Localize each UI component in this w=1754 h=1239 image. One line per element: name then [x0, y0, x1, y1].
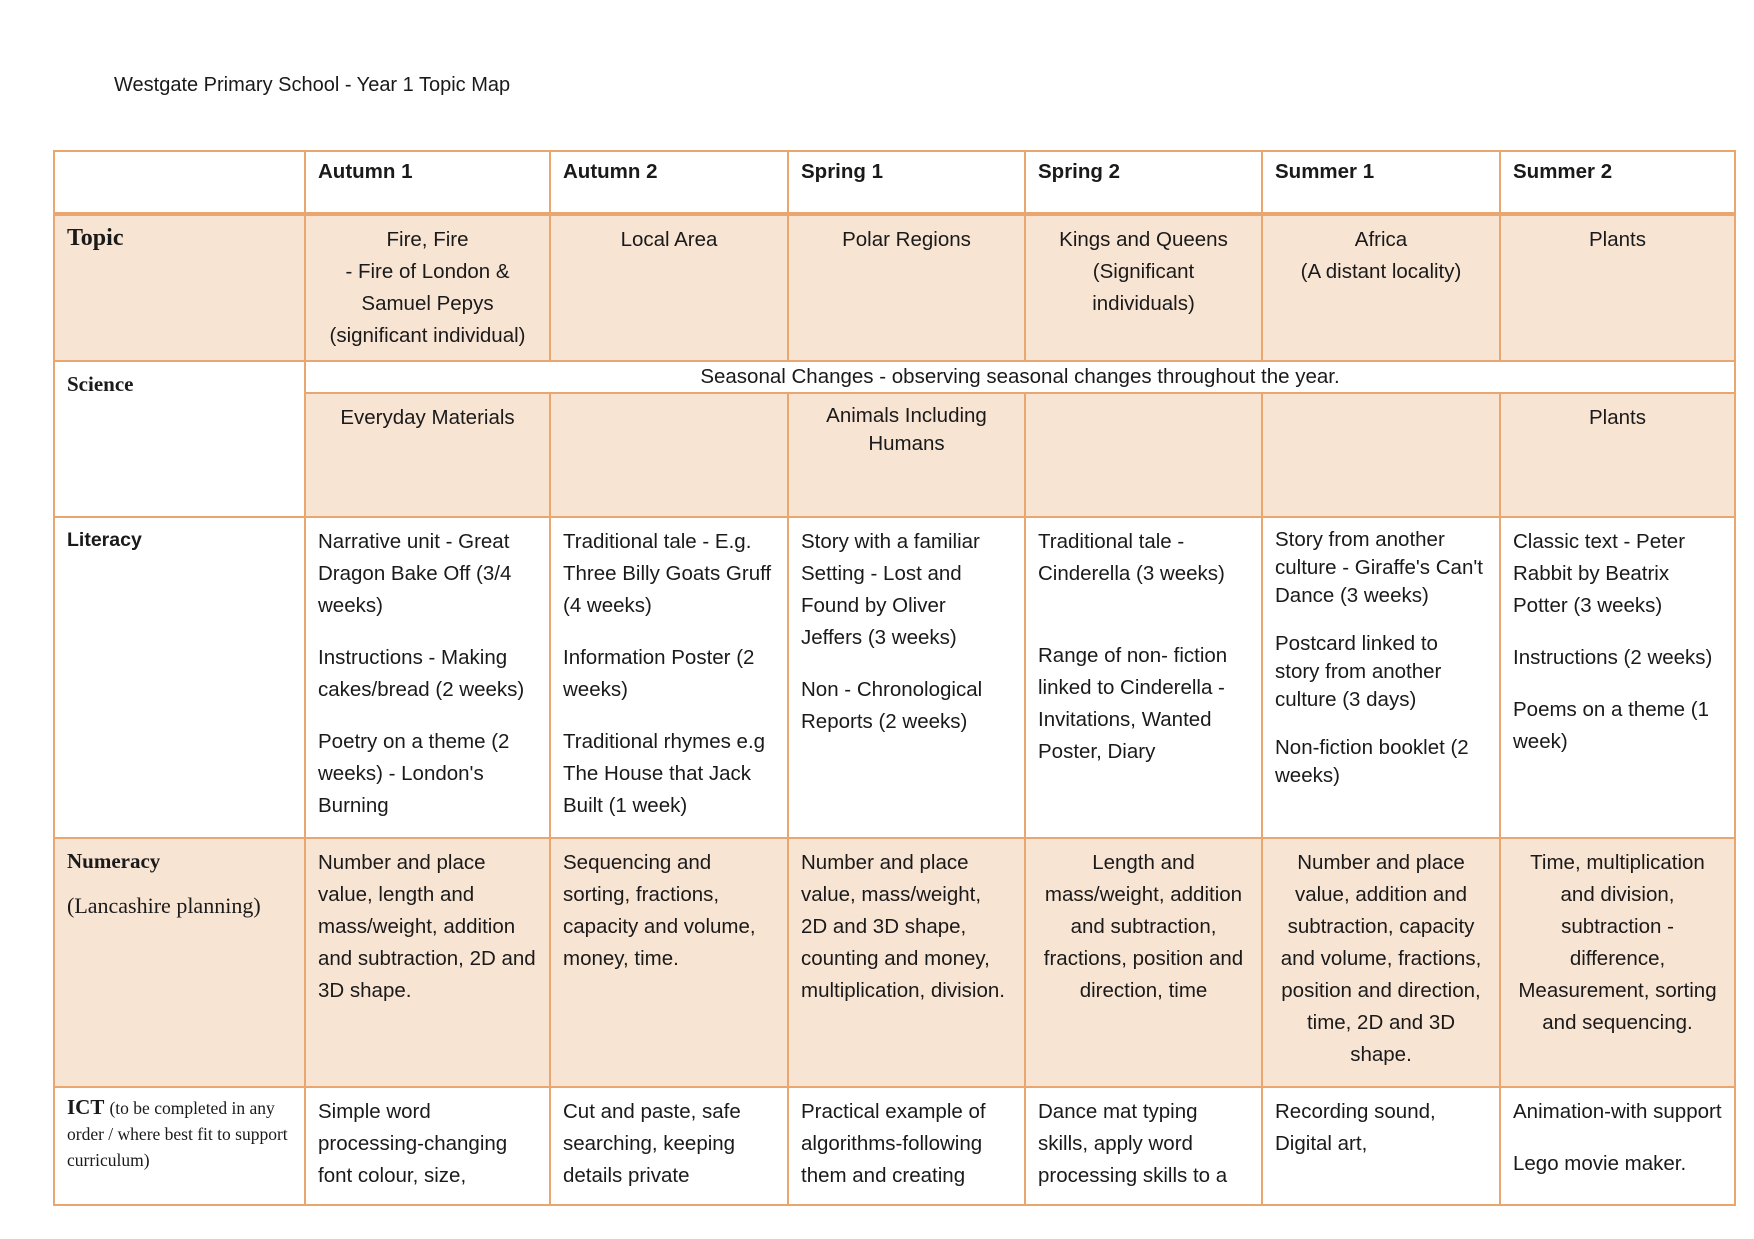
numeracy-cell-summer-2: Time, multiplication and division, subtraction - difference, Measurement, sorting and sequencing. — [1500, 838, 1735, 1087]
document-title: Westgate Primary School - Year 1 Topic Map — [114, 74, 511, 96]
topic-cell-autumn-1: Fire, Fire - Fire of London & Samuel Pepys (significant individual) — [305, 214, 550, 361]
numeracy-cell-spring-2: Length and mass/weight, addition and subtraction, fractions, position and direction, time — [1025, 838, 1262, 1087]
numeracy-cell-autumn-1: Number and place value, length and mass/weight, addition and subtraction, 2D and 3D shape. — [305, 838, 550, 1087]
term-header-spring-1: Spring 1 — [788, 151, 1025, 214]
term-header-autumn-1: Autumn 1 — [305, 151, 550, 214]
ict-note: (to be completed in any order / where best fit to support curriculum) — [67, 1098, 288, 1170]
ict-row — [54, 1087, 1735, 1205]
science-cell-autumn-1: Everyday Materials — [305, 393, 550, 517]
term-header-autumn-2: Autumn 2 — [550, 151, 788, 214]
numeracy-sublabel: (Lancashire planning) — [67, 893, 261, 918]
ict-cell-summer-2: Animation-with support Lego movie maker. — [1500, 1087, 1735, 1205]
ict-cell-autumn-1: Simple word processing-changing font colour, size, — [305, 1087, 550, 1205]
ict-cell-spring-2: Dance mat typing skills, apply word processing skills to a — [1025, 1087, 1262, 1205]
numeracy-cell-autumn-2: Sequencing and sorting, fractions, capacity and volume, money, time. — [550, 838, 788, 1087]
science-seasonal-banner: Seasonal Changes - observing seasonal changes throughout the year. — [305, 361, 1735, 393]
topic-cell-spring-1: Polar Regions — [788, 214, 1025, 361]
literacy-cell-autumn-1: Narrative unit - Great Dragon Bake Off (3/4 weeks) Instructions - Making cakes/bread (2 weeks) Poetry on a theme (2 weeks) - London's Burning — [305, 517, 550, 838]
topic-row — [54, 214, 1735, 361]
ict-cell-summer-1: Recording sound, Digital art, — [1262, 1087, 1500, 1205]
topic-cell-summer-1: Africa (A distant locality) — [1262, 214, 1500, 361]
science-cell-summer-2: Plants — [1500, 393, 1735, 517]
term-header-spring-2: Spring 2 — [1025, 151, 1262, 214]
literacy-cell-autumn-2: Traditional tale - E.g. Three Billy Goats Gruff (4 weeks) Information Poster (2 weeks) Traditional rhymes e.g The House that Jack Built (1 week) — [550, 517, 788, 838]
row-label-science: Science — [54, 361, 305, 517]
literacy-cell-summer-1: Story from another culture - Giraffe's Can't Dance (3 weeks) Postcard linked to story from another culture (3 days) Non-fiction booklet (2 weeks) — [1262, 517, 1500, 838]
science-cell-summer-1 — [1262, 393, 1500, 517]
numeracy-cell-summer-1: Number and place value, addition and subtraction, capacity and volume, fractions, position and direction, time, 2D and 3D shape. — [1262, 838, 1500, 1087]
row-label-topic: Topic — [54, 214, 305, 361]
topic-cell-spring-2: Kings and Queens (Significant individuals) — [1025, 214, 1262, 361]
topic-cell-autumn-2: Local Area — [550, 214, 788, 361]
term-header-summer-1: Summer 1 — [1262, 151, 1500, 214]
science-cell-autumn-2 — [550, 393, 788, 517]
topic-cell-summer-2: Plants — [1500, 214, 1735, 361]
literacy-cell-summer-2: Classic text - Peter Rabbit by Beatrix Potter (3 weeks) Instructions (2 weeks) Poems on a theme (1 week) — [1500, 517, 1735, 838]
row-label-ict: ICT (to be completed in any order / where best fit to support curriculum) — [54, 1087, 305, 1205]
ict-cell-spring-1: Practical example of algorithms-following them and creating — [788, 1087, 1025, 1205]
topic-map-table — [53, 150, 1736, 1206]
literacy-cell-spring-1: Story with a familiar Setting - Lost and Found by Oliver Jeffers (3 weeks) Non - Chronological Reports (2 weeks) — [788, 517, 1025, 838]
literacy-row — [54, 517, 1735, 838]
term-header-summer-2: Summer 2 — [1500, 151, 1735, 214]
numeracy-cell-spring-1: Number and place value, mass/weight, 2D and 3D shape, counting and money, multiplication, division. — [788, 838, 1025, 1087]
numeracy-row — [54, 838, 1735, 1087]
header-corner-cell — [54, 151, 305, 214]
row-label-numeracy: Numeracy (Lancashire planning) — [54, 838, 305, 1087]
science-cell-spring-2 — [1025, 393, 1262, 517]
literacy-cell-spring-2: Traditional tale - Cinderella (3 weeks) Range of non- fiction linked to Cinderella - Invitations, Wanted Poster, Diary — [1025, 517, 1262, 838]
science-cell-spring-1: Animals Including Humans — [788, 393, 1025, 517]
header-row — [54, 151, 1735, 214]
ict-cell-autumn-2: Cut and paste, safe searching, keeping details private — [550, 1087, 788, 1205]
science-seasonal-row — [54, 361, 1735, 393]
row-label-literacy: Literacy — [54, 517, 305, 838]
science-row — [54, 393, 1735, 517]
